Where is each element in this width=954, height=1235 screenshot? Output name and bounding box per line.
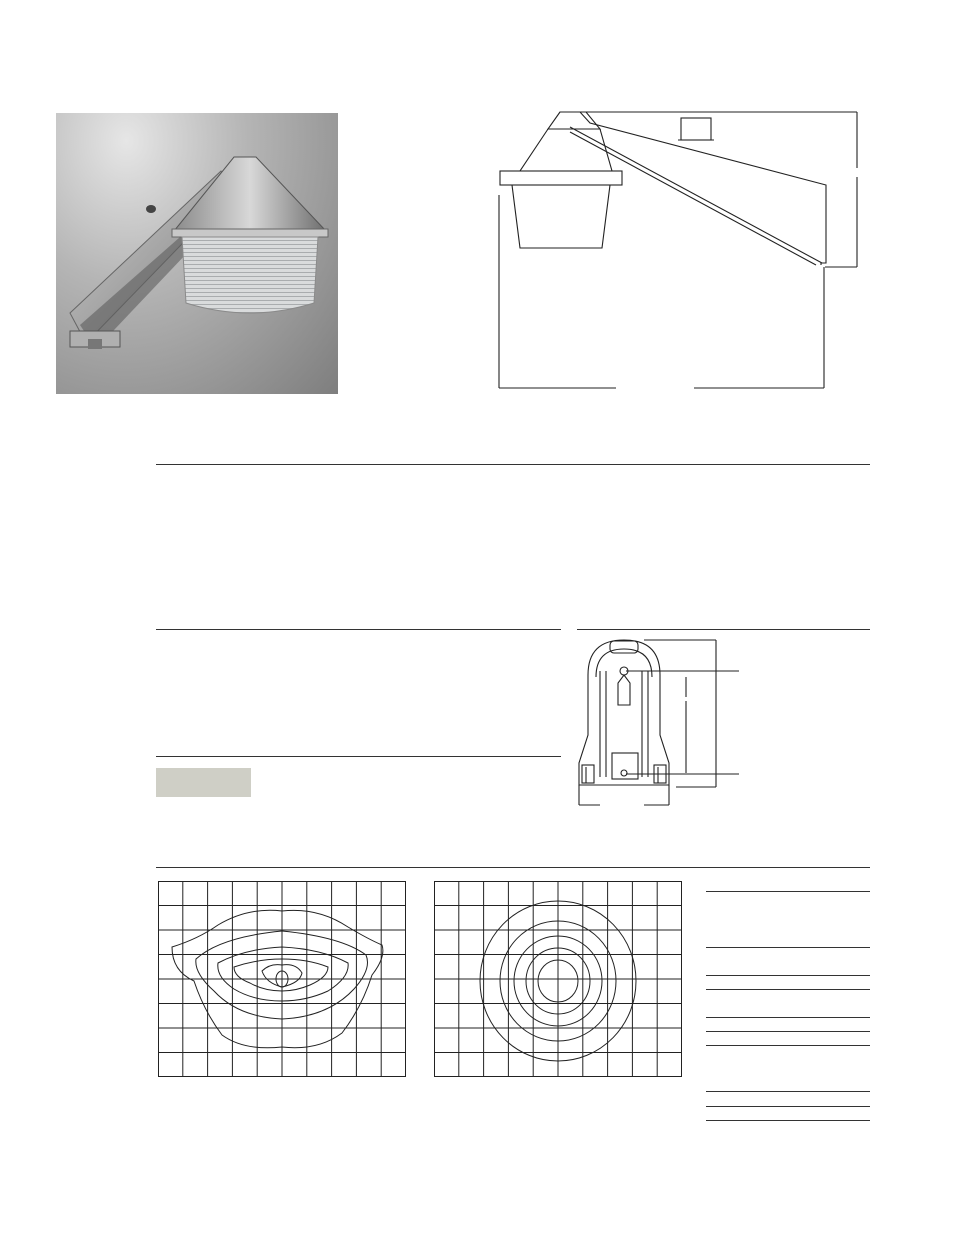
table-rule-2 (706, 947, 870, 948)
table-rule-1 (706, 891, 870, 892)
table-rule-3 (706, 975, 870, 976)
table-rule-4 (706, 989, 870, 990)
table-rule-8 (706, 1091, 870, 1092)
table-rule-5 (706, 1017, 870, 1018)
section-rule-5 (156, 867, 870, 868)
luminaire-side-elevation-icon (490, 105, 870, 395)
isofootcandle-plot-1 (158, 881, 406, 1077)
section-rule-3 (577, 629, 870, 630)
table-rule-7 (706, 1045, 870, 1046)
wall-mount-bracket-icon (574, 635, 744, 810)
table-rule-10 (706, 1120, 870, 1121)
section-rule-2 (156, 629, 561, 630)
area-luminaire-photo-icon (56, 113, 338, 394)
section-tab (156, 768, 251, 797)
table-rule-9 (706, 1106, 870, 1107)
section-rule-4 (156, 756, 561, 757)
isofootcandle-plot-2 (434, 881, 682, 1077)
section-rule-1 (156, 464, 870, 465)
table-rule-6 (706, 1031, 870, 1032)
product-photo (56, 113, 338, 394)
